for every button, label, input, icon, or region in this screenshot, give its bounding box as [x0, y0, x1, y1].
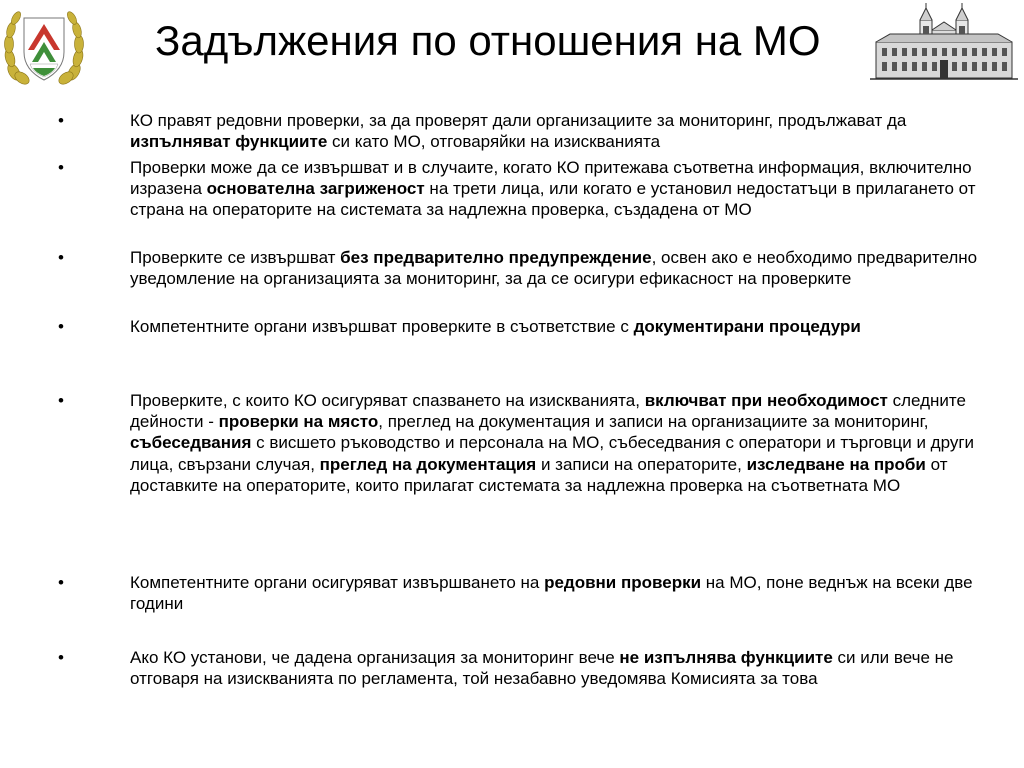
bullet-text — [130, 316, 980, 337]
bullet-segment-bold: не изпълнява функциите — [619, 648, 833, 667]
bullet-marker: • — [58, 317, 64, 336]
bullet-segment-bold: проверки на място — [218, 412, 379, 432]
bullet-segment: Проверките се извършват — [130, 248, 341, 267]
bullet-text — [130, 572, 980, 614]
bullet-segment-bold: без предварително предупреждение — [340, 248, 652, 267]
bullet-segment: си или вече не отговаря на изискванията по регламента, той незабавно уведомява Комисията за това — [130, 648, 954, 689]
bullet-marker: • — [58, 111, 64, 130]
bullet-segment: Компетентните органи извършват проверките в съответствие с — [130, 317, 634, 336]
bullet-segment-bold: редовни проверки — [544, 573, 702, 592]
bullet-marker: • — [58, 158, 64, 177]
bullet-segment-bold: изпълняват функциите — [130, 132, 328, 152]
bullet-segment: на МО, поне веднъж на всеки две години — [130, 573, 973, 614]
bullet-segment: си като МО, отговаряйки на изискванията — [327, 132, 661, 152]
bullet-segment: Проверки може да се извършват и в случаите, когато КО притежава съответна информация, включително изразена — [130, 158, 972, 199]
bullet-segment-bold: преглед на документация — [319, 454, 537, 474]
bullet-segment-bold: документирани процедури — [633, 317, 861, 336]
bullet-segment-bold: събеседвания — [130, 433, 252, 453]
bullet-segment-bold: изследване на проби — [746, 454, 926, 474]
bullet-segment: от доставките на операторите, които прилагат системата за надлежна проверка на съответната МО — [130, 454, 948, 495]
bullet-segment: Проверките, с които КО осигуряват спазването на изискванията, — [130, 391, 645, 410]
bullet-segment: с висшето ръководство и персонала на МО, събеседвания с оператори и търговци и други лица, свързани случая, — [130, 433, 975, 474]
bullet-text — [130, 647, 980, 689]
bullet-segment: и записи на операторите, — [536, 454, 747, 474]
bullet-segment: , освен ако е необходимо предварително уведомление на организацията за мониторинг, за да се осигури ефикасност на проверките — [130, 248, 978, 289]
bullet-marker: • — [58, 391, 64, 410]
bullet-segment: Ако КО установи, че дадена организация за мониторинг вече — [130, 648, 620, 667]
building-engraving-image — [870, 2, 1018, 84]
bullet-marker: • — [58, 248, 64, 267]
bullet-segment: КО правят редовни проверки, за да проверят дали организациите за мониторинг, продължават да — [130, 111, 907, 130]
bullet-segment-bold: основателна загриженост — [206, 179, 425, 199]
bullet-marker: • — [58, 648, 64, 667]
bullet-segment: , преглед на документация и записи на организациите за мониторинг, — [378, 412, 929, 432]
bullet-marker: • — [58, 573, 64, 592]
bullet-text — [130, 110, 980, 152]
bullet-text — [130, 390, 980, 496]
bullet-segment: Компетентните органи осигуряват извършването на — [130, 573, 545, 592]
bullet-text — [130, 247, 980, 289]
bullet-text — [130, 157, 980, 221]
bullet-segment-bold: включват при необходимост — [644, 391, 888, 410]
bullet-segment: на трети лица, или когато е установил недостатъци в прилагането от страна на операторите на системата за надлежна проверка, създадена от МО — [130, 179, 976, 220]
slide-title: Задължения по отношения на МО — [155, 17, 821, 64]
bullet-segment: следните дейности - — [130, 391, 966, 432]
coat-of-arms-logo — [0, 0, 88, 90]
